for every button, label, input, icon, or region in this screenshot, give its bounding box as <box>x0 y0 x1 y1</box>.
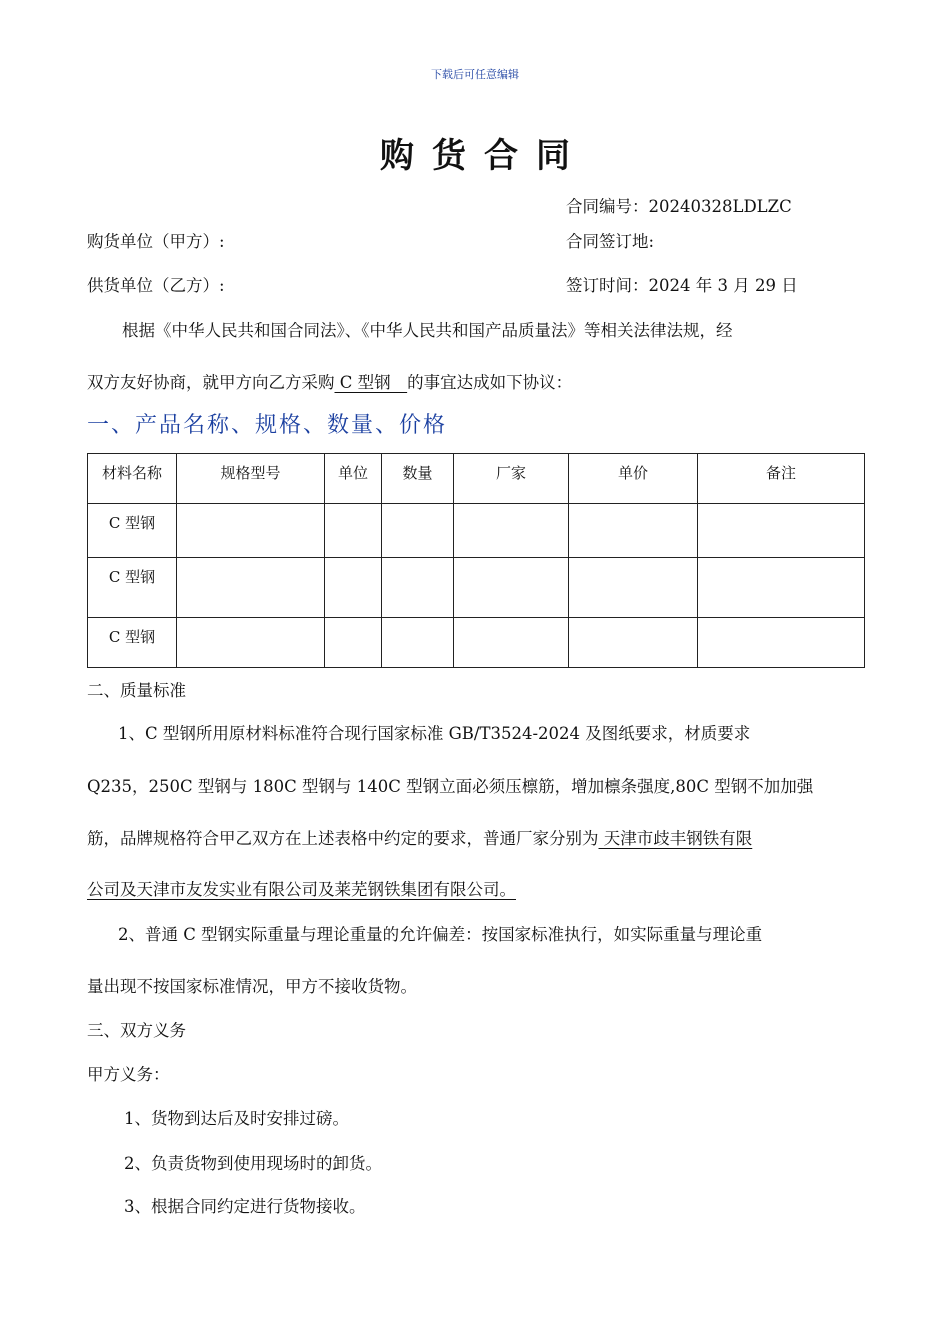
section-1-heading: 一、产品名称、规格、数量、价格 <box>87 413 448 438</box>
manufacturer-names-1: 天津市歧丰钢铁有限 <box>598 829 753 848</box>
table-cell <box>382 618 454 668</box>
table-cell <box>454 558 569 618</box>
party-a-duties-label: 甲方义务： <box>87 1065 170 1084</box>
contract-number: 合同编号：20240328LDLZC <box>566 197 792 216</box>
table-cell <box>177 558 325 618</box>
table-cell <box>698 504 865 558</box>
table-cell <box>382 504 454 558</box>
product-table <box>87 453 865 668</box>
table-cell <box>454 618 569 668</box>
intro-line-2-pre: 双方友好协商，就甲方向乙方采购 <box>87 373 335 392</box>
section-3-heading: 三、双方义务 <box>87 1021 186 1040</box>
col-header-quantity: 数量 <box>382 454 454 504</box>
quality-para-2-line-2: 量出现不按国家标准情况，甲方不接收货物。 <box>87 977 417 996</box>
sign-place-label: 合同签订地: <box>566 232 655 251</box>
supplier-label: 供货单位（乙方）: <box>87 276 225 295</box>
quality-para-1-line-1: 1、C 型钢所用原材料标准符合现行国家标准 GB/T3524-2024 及图纸要求，材质要求 <box>118 724 751 743</box>
col-header-unit: 单位 <box>325 454 382 504</box>
table-cell <box>177 618 325 668</box>
intro-line-2-post: 的事宜达成如下协议： <box>407 373 573 392</box>
table-cell <box>325 504 382 558</box>
col-header-manufacturer: 厂家 <box>454 454 569 504</box>
table-row <box>88 558 865 618</box>
party-a-duty-1: 1、货物到达后及时安排过磅。 <box>124 1109 349 1128</box>
purchase-item: C 型钢 <box>334 373 408 392</box>
col-header-unit-price: 单价 <box>569 454 698 504</box>
party-a-duty-3: 3、根据合同约定进行货物接收。 <box>124 1197 366 1216</box>
table-cell: C 型钢 <box>88 558 177 618</box>
table-cell <box>569 558 698 618</box>
table-cell <box>325 558 382 618</box>
col-header-spec: 规格型号 <box>177 454 325 504</box>
table-cell <box>382 558 454 618</box>
document-title: 购货合同 <box>380 136 588 176</box>
header-note: 下载后可任意编辑 <box>431 68 519 81</box>
quality-para-1-line-3-pre: 筋，品牌规格符合甲乙双方在上述表格中约定的要求，普通厂家分别为 <box>87 829 599 848</box>
intro-line-2 <box>87 369 572 393</box>
table-cell <box>698 618 865 668</box>
party-a-duty-2: 2、负责货物到使用现场时的卸货。 <box>124 1154 382 1173</box>
intro-line-1: 根据《中华人民共和国合同法》、《中华人民共和国产品质量法》等相关法律法规，经 <box>122 321 733 340</box>
quality-para-2-line-1: 2、普通 C 型钢实际重量与理论重量的允许偏差：按国家标准执行，如实际重量与理论重 <box>118 925 763 944</box>
col-header-material: 材料名称 <box>88 454 177 504</box>
table-cell: C 型钢 <box>88 618 177 668</box>
col-header-remarks: 备注 <box>698 454 865 504</box>
table-cell <box>569 504 698 558</box>
table-row <box>88 618 865 668</box>
table-header-row <box>88 454 865 504</box>
table-cell: C 型钢 <box>88 504 177 558</box>
table-cell <box>177 504 325 558</box>
table-row <box>88 504 865 558</box>
quality-para-1-line-2: Q235，250C 型钢与 180C 型钢与 140C 型钢立面必须压檩筋，增加檩条强度,80C 型钢不加加强 <box>87 777 814 796</box>
table-cell <box>454 504 569 558</box>
sign-time: 签订时间：2024 年 3 月 29 日 <box>566 276 798 295</box>
table-cell <box>698 558 865 618</box>
quality-para-1-line-3 <box>87 825 752 849</box>
table-cell <box>569 618 698 668</box>
buyer-label: 购货单位（甲方）: <box>87 232 225 251</box>
table-cell <box>325 618 382 668</box>
manufacturer-names-2: 公司及天津市友发实业有限公司及莱芜钢铁集团有限公司。 <box>87 880 516 899</box>
section-2-heading: 二、质量标准 <box>87 681 186 700</box>
